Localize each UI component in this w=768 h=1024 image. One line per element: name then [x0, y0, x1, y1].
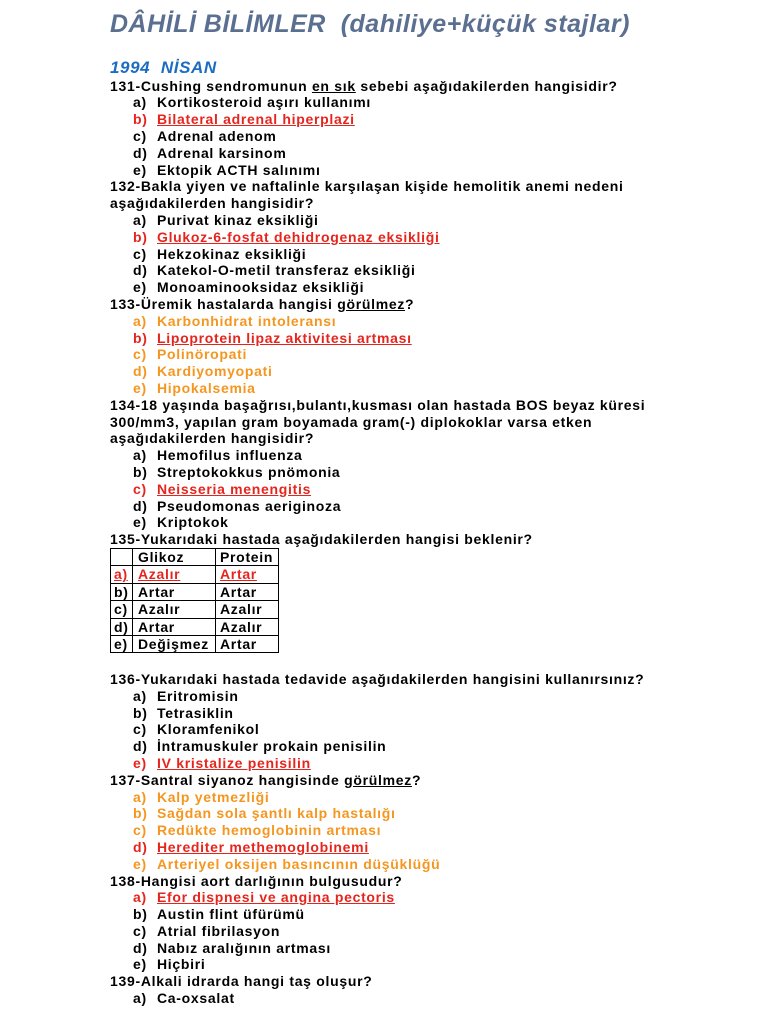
option-label: d): [133, 838, 148, 855]
option-label: d): [133, 939, 148, 956]
option-c: [110, 481, 760, 498]
option-label: a): [133, 687, 147, 704]
option-a: [110, 990, 760, 1007]
option-label: a): [133, 889, 147, 906]
option-d: [110, 839, 760, 856]
question-134: [110, 397, 760, 531]
question-stem-line: aşağıdakilerden hangisidir?: [110, 430, 315, 447]
option-text: Hiçbiri: [157, 956, 206, 973]
option-label: b): [114, 583, 129, 600]
table-row: [111, 566, 279, 583]
option-a: [110, 212, 760, 229]
option-a: [110, 313, 760, 330]
option-label: d): [133, 262, 148, 279]
table-cell: [216, 583, 279, 600]
option-text: Katekol-O-metil transferaz eksikliği: [157, 262, 416, 279]
option-label: e): [133, 279, 147, 296]
glikoz-value: Değişmez: [138, 635, 209, 652]
question-stem: [110, 296, 760, 313]
option-e: [110, 514, 760, 531]
table-row: [111, 583, 279, 600]
option-label: d): [133, 144, 148, 161]
option-text: Monoaminooksidaz eksikliği: [157, 279, 365, 296]
option-label: c): [133, 480, 147, 497]
option-label: d): [133, 497, 148, 514]
option-d: [110, 262, 760, 279]
option-b: [110, 805, 760, 822]
table-cell: [216, 618, 279, 635]
option-text: Nabız aralığının artması: [157, 939, 331, 956]
option-text: Austin flint üfürümü: [157, 906, 305, 923]
table-row: [111, 635, 279, 652]
option-text: Polinöropati: [157, 346, 248, 363]
option-label: a): [133, 788, 147, 805]
option-text: Bilateral adrenal hiperplazi: [157, 111, 355, 128]
table-cell: [111, 583, 133, 600]
option-text: Adrenal adenom: [157, 127, 277, 144]
option-c: [110, 923, 760, 940]
question-stem: [110, 78, 760, 95]
option-text: Kardiyomyopati: [157, 363, 273, 380]
option-label: c): [133, 346, 147, 363]
protein-value: Artar: [220, 583, 257, 600]
question-stem: 138-Hangisi aort darlığının bulgusudur?: [110, 872, 403, 889]
option-text: Purivat kinaz eksikliği: [157, 211, 319, 228]
option-e: [110, 755, 760, 772]
option-e: [110, 279, 760, 296]
option-label: a): [133, 211, 147, 228]
option-label: c): [133, 922, 147, 939]
stem-text: 137-Santral siyanoz hangisinde: [110, 771, 345, 788]
option-d: [110, 940, 760, 957]
question-139: [110, 973, 760, 1007]
option-label: b): [133, 111, 148, 128]
option-text: Efor dispnesi ve angina pectoris: [157, 889, 395, 906]
stem-text: 133-Üremik hastalarda hangisi: [110, 295, 338, 312]
option-label: e): [133, 379, 147, 396]
option-e: [110, 380, 760, 397]
option-text: Eritromisin: [157, 687, 239, 704]
option-c: [110, 721, 760, 738]
option-e: [110, 162, 760, 179]
option-text: Glukoz-6-fosfat dehidrogenaz eksikliği: [157, 228, 440, 245]
table-cell: [111, 635, 133, 652]
option-label: a): [114, 566, 128, 583]
table-cell: [133, 635, 216, 652]
blank-line: [110, 653, 760, 671]
option-text: Ektopik ACTH salınımı: [157, 161, 321, 178]
option-text: Pseudomonas aeriginoza: [157, 497, 342, 514]
question-list: [110, 78, 760, 1007]
option-b: [110, 906, 760, 923]
option-b: [110, 330, 760, 347]
option-text: Neisseria menengitis: [157, 480, 312, 497]
protein-value: Azalır: [220, 601, 263, 618]
option-d: [110, 145, 760, 162]
protein-value: Artar: [220, 566, 257, 583]
table-cell: [111, 566, 133, 583]
option-text: Adrenal karsinom: [157, 144, 287, 161]
table-header-row: [111, 548, 279, 565]
question-135: [110, 531, 760, 653]
option-label: b): [133, 228, 148, 245]
option-text: Kriptokok: [157, 514, 229, 531]
table-cell: [133, 583, 216, 600]
option-text: Kalp yetmezliği: [157, 788, 270, 805]
question-136: [110, 671, 760, 772]
table-cell: [111, 601, 133, 618]
option-label: b): [133, 704, 148, 721]
table-cell: [216, 601, 279, 618]
stem-emphasis: görülmez: [337, 295, 406, 312]
option-label: d): [133, 738, 148, 755]
option-label: e): [133, 855, 147, 872]
option-text: Hemofilus influenza: [157, 447, 303, 464]
option-label: c): [133, 822, 147, 839]
option-label: c): [133, 245, 147, 262]
option-a: [110, 447, 760, 464]
option-label: e): [114, 635, 128, 652]
option-text: Ca-oxsalat: [157, 990, 235, 1007]
question-137: [110, 772, 760, 873]
section-heading: 1994 NİSAN: [110, 58, 217, 77]
table-cell: [216, 635, 279, 652]
table-cell: [216, 566, 279, 583]
option-d: [110, 363, 760, 380]
option-label: a): [133, 447, 147, 464]
option-c: [110, 346, 760, 363]
table-cell: [133, 566, 216, 583]
option-d: [110, 498, 760, 515]
page-title: DÂHİLİ BİLİMLER (dahiliye+küçük stajlar): [110, 10, 630, 38]
question-stem: [110, 772, 760, 789]
table-header-cell: [111, 548, 133, 565]
question-138: [110, 873, 760, 974]
table-cell: [111, 618, 133, 635]
option-a: [110, 889, 760, 906]
question-stem-line: aşağıdakilerden hangisidir?: [110, 195, 315, 212]
option-text: Arteriyel oksijen basıncının düşüklüğü: [157, 855, 441, 872]
table-row: [111, 601, 279, 618]
question-stem: 135-Yukarıdaki hastada aşağıdakilerden hangisi beklenir?: [110, 531, 533, 548]
glikoz-value: Azalır: [138, 601, 181, 618]
question-stem-line: 134-18 yaşında başağrısı,bulantı,kusması olan hastada BOS beyaz küresi: [110, 396, 646, 413]
option-text: Hekzokinaz eksikliği: [157, 245, 307, 262]
option-label: b): [133, 906, 148, 923]
stem-text: ?: [411, 771, 422, 788]
option-label: e): [133, 514, 147, 531]
option-c: [110, 246, 760, 263]
table-cell: [133, 618, 216, 635]
option-a: [110, 94, 760, 111]
question-stem-line: 132-Bakla yiyen ve naftalinle karşılaşan kişide hemolitik anemi nedeni: [110, 178, 624, 195]
option-b: [110, 111, 760, 128]
option-text: Kortikosteroid aşırı kullanımı: [157, 94, 371, 111]
option-label: e): [133, 754, 147, 771]
question-stem-line: 300/mm3, yapılan gram boyamada gram(-) diplokoklar varsa etken: [110, 413, 593, 430]
option-label: e): [133, 956, 147, 973]
option-c: [110, 822, 760, 839]
option-d: [110, 738, 760, 755]
option-label: a): [133, 990, 147, 1007]
option-text: Kloramfenikol: [157, 721, 260, 738]
option-label: a): [133, 94, 147, 111]
glikoz-value: Artar: [138, 618, 175, 635]
option-label: a): [133, 312, 147, 329]
option-text: Atrial fibrilasyon: [157, 922, 281, 939]
option-b: [110, 464, 760, 481]
option-text: IV kristalize penisilin: [157, 754, 311, 771]
option-e: [110, 856, 760, 873]
option-text: Streptokokkus pnömonia: [157, 463, 341, 480]
option-text: Lipoprotein lipaz aktivitesi artması: [157, 329, 412, 346]
option-c: [110, 128, 760, 145]
option-label: d): [114, 618, 129, 635]
stem-text: ?: [405, 295, 415, 312]
protein-value: Artar: [220, 635, 257, 652]
option-label: b): [133, 805, 148, 822]
table-header-cell: Protein: [216, 548, 279, 565]
option-text: Hipokalsemia: [157, 379, 256, 396]
option-label: e): [133, 161, 147, 178]
option-label: c): [133, 127, 147, 144]
option-b: [110, 229, 760, 246]
option-text: Karbonhidrat intoleransı: [157, 312, 337, 329]
glikoz-value: Azalır: [138, 566, 181, 583]
option-text: Sağdan sola şantlı kalp hastalığı: [157, 805, 396, 822]
option-text: İntramuskuler prokain penisilin: [157, 738, 387, 755]
option-text: Herediter methemoglobinemi: [157, 838, 369, 855]
table-row: [111, 618, 279, 635]
answer-table: [110, 548, 279, 653]
option-label: b): [133, 463, 148, 480]
question-131: [110, 78, 760, 179]
table-cell: [133, 601, 216, 618]
option-a: [110, 688, 760, 705]
question-133: [110, 296, 760, 397]
option-text: Tetrasiklin: [157, 704, 234, 721]
option-label: c): [133, 721, 147, 738]
table-header-cell: Glikoz: [133, 548, 216, 565]
option-label: c): [114, 601, 128, 618]
question-132: [110, 178, 760, 296]
stem-emphasis: görülmez: [344, 771, 412, 788]
glikoz-value: Artar: [138, 583, 175, 600]
option-label: b): [133, 329, 148, 346]
option-b: [110, 705, 760, 722]
stem-text: sebebi aşağıdakilerden hangisidir?: [355, 77, 618, 94]
stem-text: 131-Cushing sendromunun: [110, 77, 312, 94]
protein-value: Azalır: [220, 618, 263, 635]
question-stem: 139-Alkali idrarda hangi taş oluşur?: [110, 973, 373, 990]
option-e: [110, 956, 760, 973]
stem-emphasis: en sık: [311, 77, 356, 94]
question-stem: 136-Yukarıdaki hastada tedavide aşağıdakilerden hangisini kullanırsınız?: [110, 670, 645, 687]
option-text: Redükte hemoglobinin artması: [157, 822, 382, 839]
option-label: d): [133, 363, 148, 380]
option-a: [110, 789, 760, 806]
